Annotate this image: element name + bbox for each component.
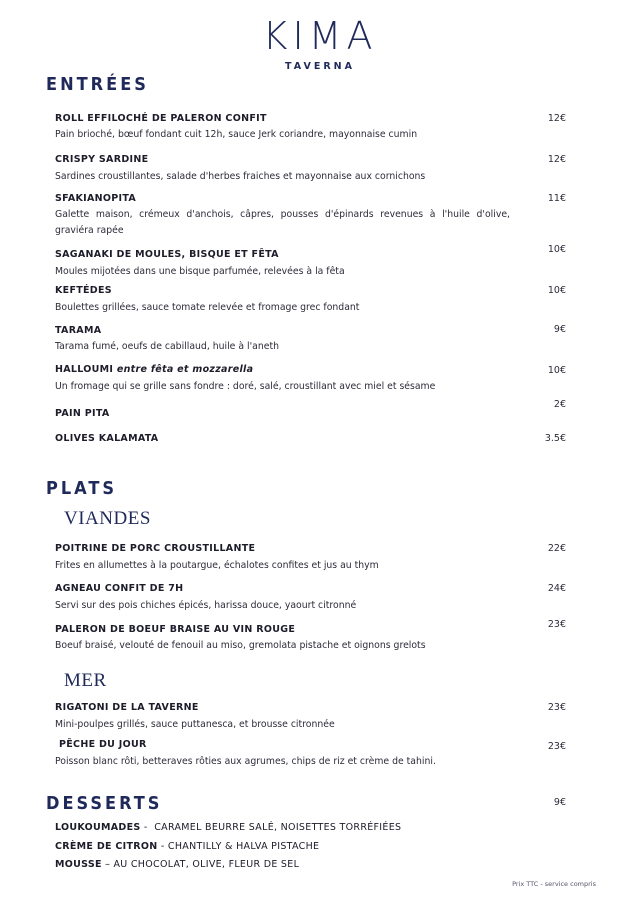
menu-item-name: POITRINE DE PORC CROUSTILLANTE <box>55 543 256 554</box>
dessert-name: MOUSSE <box>55 859 102 870</box>
menu-item-price: 12€ <box>547 154 566 165</box>
menu-item-name-extra: entre fêta et mozzarella <box>116 364 254 375</box>
menu-item-price: 24€ <box>547 583 566 594</box>
dessert-separator: - <box>157 841 168 852</box>
menu-item-description: Frites en allumettes à la poutargue, échalotes confites et jus au thym <box>55 560 379 571</box>
menu-item-description: Mini-poulpes grillés, sauce puttanesca, et brousse citronnée <box>55 719 335 730</box>
menu-item-name: RIGATONI DE LA TAVERNE <box>55 702 199 713</box>
menu-item-description: Sardines croustillantes, salade d'herbes fraiches et mayonnaise aux cornichons <box>55 171 426 182</box>
menu-item-description: Boulettes grillées, sauce tomate relevée et fromage grec fondant <box>55 302 360 313</box>
menu-item-price: 3.5€ <box>544 433 566 444</box>
menu-item-name: AGNEAU CONFIT DE 7H <box>55 583 184 594</box>
menu-item-name: SFAKIANOPITA <box>55 193 137 204</box>
menu-item-price: 10€ <box>547 244 566 255</box>
dessert-item <box>55 859 299 870</box>
menu-item-name: CRISPY SARDINE <box>55 154 149 165</box>
menu-item-description: Servi sur des pois chiches épicés, harissa douce, yaourt citronné <box>55 600 357 611</box>
menu-item-description: Poisson blanc rôti, betteraves rôties aux agrumes, chips de riz et crème de tahini. <box>55 756 436 767</box>
dessert-separator: - <box>140 822 155 833</box>
menu-item-description: Boeuf braisé, velouté de fenouil au miso, gremolata pistache et oignons grelots <box>55 640 426 651</box>
brand-logo: KIMA <box>262 14 378 58</box>
menu-item-description: Pain brioché, bœuf fondant cuit 12h, sauce Jerk coriandre, mayonnaise cumin <box>55 129 418 140</box>
menu-item-name: PÊCHE DU JOUR <box>59 739 147 750</box>
menu-item-name: PAIN PITA <box>55 408 110 419</box>
brand-subtitle: TAVERNA <box>285 61 355 72</box>
menu-item-name: KEFTÉDES <box>55 285 112 296</box>
menu-item-price: 12€ <box>547 113 566 124</box>
menu-item-description: Moules mijotées dans une bisque parfumée, relevées à la fêta <box>55 266 345 277</box>
menu-item-price: 10€ <box>547 285 566 296</box>
menu-item-description: Tarama fumé, oeufs de cabillaud, huile à l'aneth <box>55 341 279 352</box>
menu-item-price: 23€ <box>547 702 566 713</box>
menu-item-name <box>55 364 253 375</box>
menu-item-name: PALERON DE BOEUF BRAISE AU VIN ROUGE <box>55 624 296 635</box>
section-title-entrees: ENTRÉES <box>46 74 149 95</box>
menu-item-description: Galette maison, crémeux d'anchois, câpres, pousses d'épinards revenues à l'huile d'olive, graviéra rapée <box>55 209 510 236</box>
dessert-item <box>55 841 319 852</box>
menu-item-name: ROLL EFFILOCHÉ DE PALERON CONFIT <box>55 113 267 124</box>
section-title-desserts: DESSERTS <box>46 793 163 814</box>
menu-item-name: OLIVES KALAMATA <box>55 433 159 444</box>
dessert-description: CHANTILLY & HALVA PISTACHE <box>167 841 320 852</box>
dessert-item <box>55 822 401 833</box>
section-title-plats: PLATS <box>46 478 118 499</box>
dessert-description: AU CHOCOLAT, OLIVE, FLEUR DE SEL <box>113 859 300 870</box>
menu-item-price: 2€ <box>553 399 566 410</box>
desserts-price: 9€ <box>553 797 566 808</box>
dessert-description: CARAMEL BEURRE SALÉ, NOISETTES TORRÉFIÉES <box>154 822 402 833</box>
menu-item-description: Un fromage qui se grille sans fondre : doré, salé, croustillant avec miel et sésame <box>55 381 436 392</box>
menu-item-price: 10€ <box>547 365 566 376</box>
dessert-separator: – <box>101 859 114 870</box>
menu-item-price: 23€ <box>547 619 566 630</box>
footer-note: Prix TTC - service compris <box>512 880 596 888</box>
dessert-name: CRÈME DE CITRON <box>55 841 158 852</box>
menu-item-name: SAGANAKI DE MOULES, BISQUE ET FÊTA <box>55 249 279 260</box>
menu-item-price: 11€ <box>547 193 566 204</box>
subsection-title-viandes: VIANDES <box>64 508 151 529</box>
dessert-name: LOUKOUMADES <box>55 822 141 833</box>
menu-item-name: TARAMA <box>55 325 102 336</box>
menu-item-price: 9€ <box>553 324 566 335</box>
subsection-title-mer: MER <box>64 670 107 691</box>
menu-item-name-main: HALLOUMI <box>55 364 114 375</box>
menu-item-price: 23€ <box>547 741 566 752</box>
menu-item-price: 22€ <box>547 543 566 554</box>
